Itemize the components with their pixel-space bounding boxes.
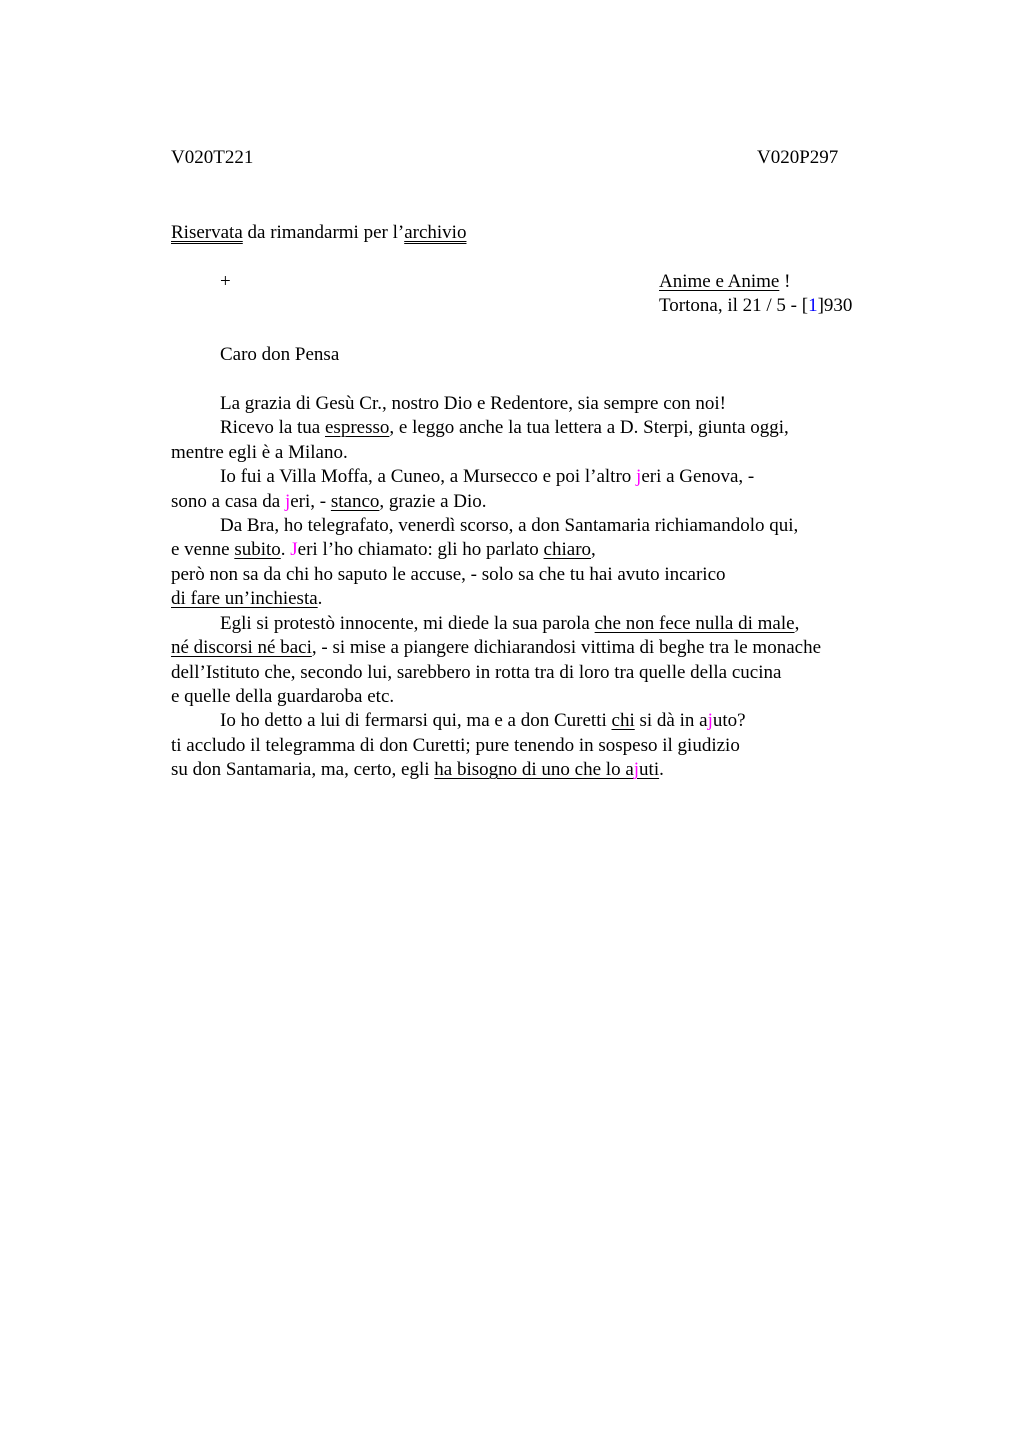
text-span: ,: [794, 613, 800, 634]
body-line-7: [171, 538, 596, 562]
greeting: Caro don Pensa: [220, 344, 340, 365]
text-span: Egli si protestò innocente, mi diede la sua parola: [220, 613, 595, 634]
text-span: Io ho detto a lui di fermarsi qui, ma e a don Curetti: [220, 710, 612, 731]
text-span: ha bisogno di uno che lo a: [434, 759, 634, 780]
motto: [659, 270, 790, 294]
text-span: ,: [591, 539, 596, 560]
text-span: sono a casa da: [171, 491, 285, 512]
editorial-letter: j: [636, 466, 642, 487]
body-line-12: dell’Istituto che, secondo lui, sarebbero in rotta tra di loro tra quelle della cucina: [171, 662, 782, 683]
reserved-note-text: da rimandarmi per l’: [242, 222, 405, 243]
editorial-letter: j: [633, 759, 640, 780]
text-span: .: [659, 759, 664, 780]
text-span: uti: [639, 759, 660, 780]
place-date-suffix: ]930: [817, 295, 853, 316]
body-line-13: e quelle della guardaroba etc.: [171, 686, 395, 707]
text-span: .: [280, 539, 291, 560]
text-span: , - si mise a piangere dichiarandosi vittima di beghe tra le monache: [311, 637, 822, 658]
underlined-word: chiaro: [543, 539, 592, 560]
text-span: eri, -: [290, 491, 331, 512]
reserved-word: Riservata: [171, 222, 243, 243]
editorial-letter: j: [284, 491, 291, 512]
text-span: Io fui a Villa Moffa, a Cuneo, a Mursecco e poi l’altro: [220, 466, 637, 487]
text-span: e venne: [171, 539, 235, 560]
cross-symbol: +: [220, 271, 231, 292]
text-span: si dà in a: [634, 710, 708, 731]
text-span: uto?: [712, 710, 746, 731]
body-line-16: [171, 758, 664, 782]
underlined-word: stanco: [330, 491, 380, 512]
underlined-phrase: [434, 759, 659, 780]
body-line-11: [171, 636, 821, 660]
body-line-9: [171, 587, 322, 611]
archive-word: archivio: [404, 222, 467, 243]
body-line-10: [220, 612, 799, 636]
motto-suffix: !: [779, 271, 791, 292]
text-span: , e leggo anche la tua lettera a D. Sterpi, giunta oggi,: [389, 417, 789, 438]
body-line-15: ti accludo il telegramma di don Curetti; pure tenendo in sospeso il giudizio: [171, 735, 740, 756]
body-line-1: La grazia di Gesù Cr., nostro Dio e Redentore, sia sempre con noi!: [220, 393, 726, 414]
underlined-phrase: di fare un’inchiesta: [171, 588, 318, 609]
motto-text: Anime e Anime: [659, 271, 780, 292]
body-line-6: Da Bra, ho telegrafato, venerdì scorso, a don Santamaria richiamandolo qui,: [220, 515, 799, 536]
place-date-prefix: Tortona, il 21 / 5 - [: [659, 295, 809, 316]
place-date: [659, 294, 852, 318]
text-span: su don Santamaria, ma, certo, egli: [171, 759, 435, 780]
text-span: eri a Genova, -: [641, 466, 755, 487]
body-line-5: [171, 490, 487, 514]
text-span: , grazie a Dio.: [379, 491, 487, 512]
document-code-right: V020P297: [757, 147, 839, 168]
text-span: Ricevo la tua: [220, 417, 325, 438]
underlined-word: chi: [611, 710, 635, 731]
body-line-4: [220, 465, 754, 489]
body-line-14: [220, 709, 746, 733]
body-line-2: [220, 416, 789, 440]
editorial-letter: j: [707, 710, 713, 731]
text-span: .: [317, 588, 323, 609]
body-line-8: però non sa da chi ho saputo le accuse, - solo sa che tu hai avuto incarico: [171, 564, 726, 585]
underlined-phrase: che non fece nulla di male: [594, 613, 795, 634]
underlined-word: subito: [234, 539, 281, 560]
editorial-letter: J: [290, 539, 298, 560]
underlined-word: espresso: [325, 417, 390, 438]
document-code-left: V020T221: [171, 147, 254, 168]
text-span: eri l’ho chiamato: gli ho parlato: [297, 539, 544, 560]
body-line-3: mentre egli è a Milano.: [171, 442, 348, 463]
reserved-note: [171, 221, 466, 245]
underlined-phrase: né discorsi né baci: [171, 637, 312, 658]
editorial-digit: 1: [808, 295, 818, 316]
